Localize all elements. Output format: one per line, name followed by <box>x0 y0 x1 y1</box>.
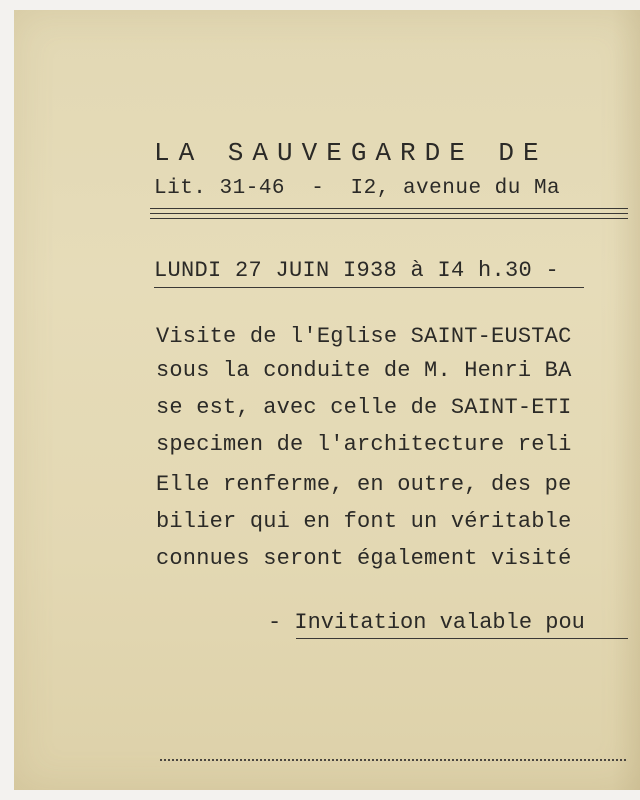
invitation-line: - Invitation valable pou <box>268 610 585 635</box>
header-rule-2 <box>150 213 628 214</box>
body-line-5: Elle renferme, en outre, des pe <box>156 472 572 497</box>
body-line-4: specimen de l'architecture reli <box>156 432 572 457</box>
dotted-signature-line <box>160 759 628 761</box>
body-line-3: se est, avec celle de SAINT-ETI <box>156 395 572 420</box>
event-date-underline <box>154 287 584 288</box>
organization-header: LA SAUVEGARDE DE <box>154 138 548 168</box>
body-line-6: bilier qui en font un véritable <box>156 509 572 534</box>
body-line-2: sous la conduite de M. Henri BA <box>156 358 572 383</box>
body-line-7: connues seront également visité <box>156 546 572 571</box>
header-rule-3 <box>150 218 628 219</box>
invitation-underline <box>296 638 628 639</box>
address-line: Lit. 31-46 - I2, avenue du Ma <box>154 177 561 200</box>
event-date-line: LUNDI 27 JUIN I938 à I4 h.30 - <box>154 258 560 283</box>
body-line-1: Visite de l'Eglise SAINT-EUSTAC <box>156 324 572 349</box>
header-rule-1 <box>150 208 628 209</box>
